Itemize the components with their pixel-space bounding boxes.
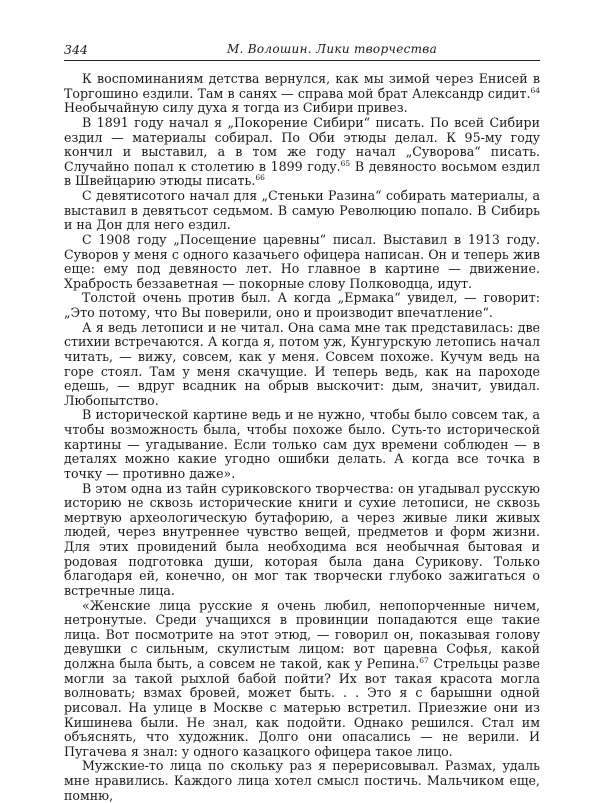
paragraph-p8 <box>64 482 540 599</box>
footnote-ref: 64 <box>530 85 540 95</box>
paragraph-p3 <box>64 189 540 233</box>
paragraph-p7 <box>64 408 540 481</box>
page-number: 344 <box>64 42 88 57</box>
body-text <box>64 72 540 803</box>
text-run: Мужские-то лица по скольку раз я перерисовывал. Размах, удаль мне нравились. Каждого лица хотел смысл постичь. Мальчиком еще, помню, <box>64 758 540 803</box>
text-run: «Женские лица русские я очень любил, непопорченные ничем, нетронутые. Среди учащихся в провинции попадаются еще такие лица. Вот посмотрите на этот этюд, — говорил он, показывая голову девушки с сильным, скулистым лицом: вот царевна Софья, какой должна была быть, а совсем не такой, как у Репина. <box>64 597 540 671</box>
text-run: В исторической картине ведь и не нужно, чтобы было совсем так, а чтобы возможность была, чтобы похоже было. Суть-то исторической картины — угадывание. Если только сам дух времени соблюден — в деталях можно какие угодно ошибки делать. А когда все точка в точку — противно даже». <box>64 407 540 481</box>
text-run: К воспоминаниям детства вернулся, как мы зимой через Енисей в Торгошино ездили. Там в санях — справа мой брат Александр сидит. <box>64 71 540 101</box>
paragraph-p4 <box>64 233 540 292</box>
footnote-ref: 66 <box>255 173 265 183</box>
text-run: А я ведь летописи и не читал. Она сама мне так представилась: две стихии встречаются. А когда я, потом уж, Кунгурскую летопись начал читать, — вижу, совсем, как у меня. Совсем похоже. Кучум ведь на горе стоял. Там у меня скачущие. И теперь ведь, как на пароходе едешь, — вдруг всадник на обрыв выскочит: дым, значит, увидал. Любопытство. <box>64 319 540 408</box>
text-run: Толстой очень против был. А когда „Ермака“ увидел, — говорит: „Это потому, что Вы поверили, оно и производит впечатление“. <box>64 290 540 320</box>
footnote-ref: 65 <box>340 158 351 168</box>
running-title: М. Волошин. Лики творчества <box>226 42 438 56</box>
text-run: С 1908 году „Посещение царевны“ писал. Выставил в 1913 году. Суворов у меня с одного казачьего офицера написан. Он и теперь жив еще: ему под девяносто лет. Но главное в картине — движение. Храбрость беззаветная — покорные слову Полководца, идут. <box>64 231 540 291</box>
text-run: С девятисотого начал для „Стеньки Разина“ собирать материалы, а выставил в девятьсот седьмом. В самую Революцию попало. В Сибирь и на Дон для него ездил. <box>64 188 540 233</box>
paragraph-p5 <box>64 291 540 320</box>
paragraph-p9 <box>64 599 540 760</box>
paragraph-p2 <box>64 116 540 189</box>
text-run: В этом одна из тайн суриковского творчества: он угадывал русскую историю не сквозь исторические книги и сухие летописи, не сквозь мертвую археологическую бутафорию, а через живые лики живых людей, через внутреннее чувство вещей, предметов и форм жизни. Для этих провидений была необходима вся необычная бытовая и родовая подготовка души, которая была дана Сурикову. Только благодаря ей, конечно, он мог так творчески глубоко зажигаться о встречные лица. <box>64 480 540 598</box>
paragraph-p6 <box>64 321 540 409</box>
text-run: Стрельцы разве могли за такой рыхлой бабой пойти? Их вот такая красота могла волновать; взмах бровей, может быть. . . Это я с барышни одной рисовал. На улице в Москве с матерью встретил. Приезжие они из Кишинева были. Не знал, как подойти. Однако решился. Стал им объяснять, что художник. Долго они опасались — не верили. И Пугачева я знал: у одного казацкого офицера такое лицо. <box>64 656 540 759</box>
paragraph-p1 <box>64 72 540 116</box>
paragraph-p10 <box>64 759 540 803</box>
text-run: В девяносто восьмом ездил в Швейцарию этюды писать. <box>64 158 540 189</box>
footnote-ref: 67 <box>419 656 429 665</box>
page-header <box>64 36 540 61</box>
text-run: В 1891 году начал я „Покорение Сибири“ писать. По всей Сибири ездил — материалы собирал. По Оби этюды делал. К 95-му году кончил и выставил, а в том же году начал „Суворова“ писать. Случайно попал к столетию в 1899 году. <box>64 114 540 174</box>
text-run: Необычайную силу духа я тогда из Сибири привез. <box>64 100 408 116</box>
